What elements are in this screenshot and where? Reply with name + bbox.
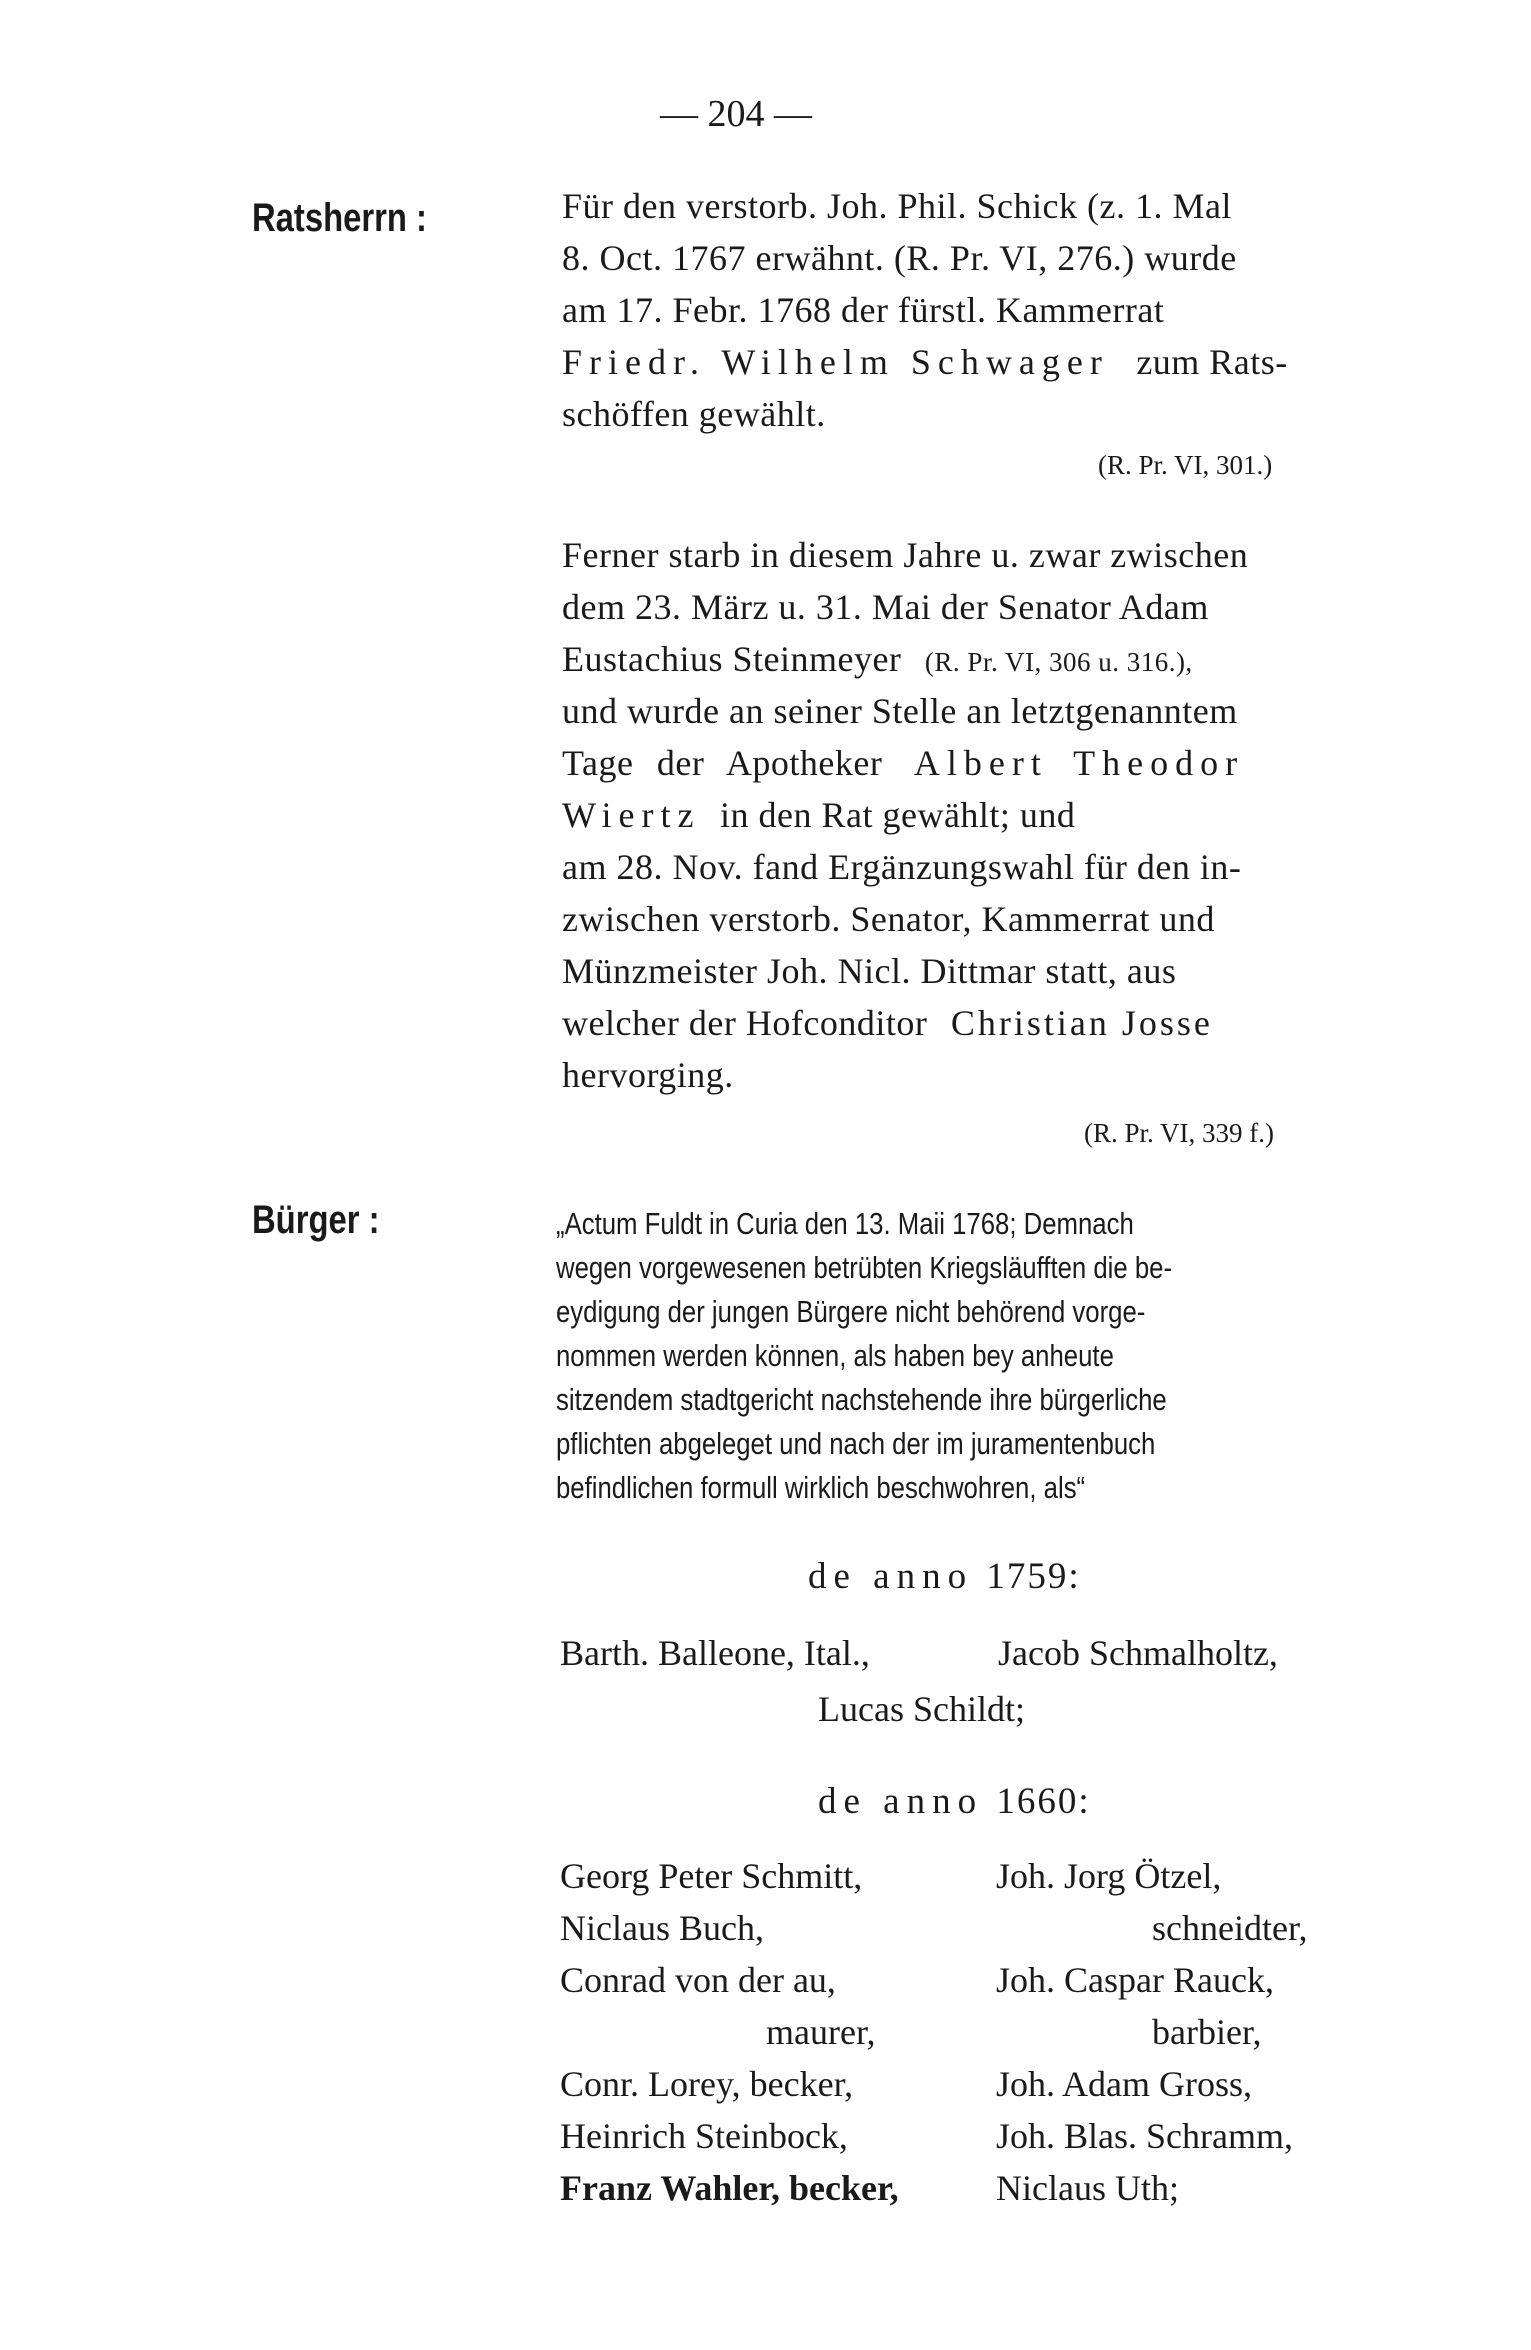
line-text: in den Rat gewählt; und xyxy=(720,795,1076,835)
ratsherrn-p1-line: am 17. Febr. 1768 der fürstl. Kammerrat xyxy=(562,290,1165,330)
spaced-name: Christian Josse xyxy=(950,1003,1213,1043)
ratsherrn-p1-line: 8. Oct. 1767 erwähnt. (R. Pr. VI, 276.) wurde xyxy=(562,238,1237,278)
name-entry: Georg Peter Schmitt, xyxy=(560,1856,863,1896)
section-heading-1660 xyxy=(818,1780,1091,1823)
name-entry: barbier, xyxy=(1152,2012,1262,2052)
ratsherrn-p2-line: hervorging. xyxy=(562,1055,734,1095)
name-entry: Franz Wahler, becker, xyxy=(560,2168,899,2208)
name-entry: Joh. Adam Gross, xyxy=(996,2064,1253,2104)
quote-line: sitzendem stadtgericht nachstehende ihre bürgerliche xyxy=(556,1382,1167,1417)
spaced-name: Albert Theodor xyxy=(913,743,1245,783)
name-entry: Niclaus Buch, xyxy=(560,1908,764,1948)
quote-line: pflichten abgeleget und nach der im juramentenbuch xyxy=(556,1426,1156,1461)
name-entry: Conrad von der au, xyxy=(560,1960,836,2000)
ratsherrn-label: Ratsherrn : xyxy=(252,196,427,240)
heading-prefix: de anno xyxy=(808,1556,974,1597)
name-entry: Joh. Caspar Rauck, xyxy=(996,1960,1274,2000)
heading-year: 1660: xyxy=(996,1781,1091,1822)
name-entry: Jacob Schmalholtz, xyxy=(998,1633,1278,1673)
name-entry: maurer, xyxy=(766,2012,876,2052)
line-text: Eustachius Steinmeyer xyxy=(562,639,902,679)
name-entry: Heinrich Steinbock, xyxy=(560,2116,848,2156)
line-text: zum Rats- xyxy=(1136,342,1288,382)
spaced-name: Friedr. Wilhelm Schwager xyxy=(562,342,1109,382)
heading-year: 1759: xyxy=(986,1556,1081,1597)
quote-line: nommen werden können, als haben bey anheute xyxy=(556,1338,1114,1373)
name-entry: Lucas Schildt; xyxy=(818,1689,1025,1729)
ratsherrn-p2-line: dem 23. März u. 31. Mai der Senator Adam xyxy=(562,587,1209,627)
ratsherrn-p2-line: zwischen verstorb. Senator, Kammerrat und xyxy=(562,899,1215,939)
ratsherrn-p2-line xyxy=(562,638,1193,680)
section-heading-1759 xyxy=(808,1555,1081,1598)
quote-line: wegen vorgewesenen betrübten Kriegsläufften die be- xyxy=(556,1250,1173,1285)
name-entry: Barth. Balleone, Ital., xyxy=(560,1633,870,1673)
ratsherrn-p2-line: Ferner starb in diesem Jahre u. zwar zwischen xyxy=(562,535,1249,575)
ratsherrn-p2-line: am 28. Nov. fand Ergänzungswahl für den in- xyxy=(562,847,1242,887)
page-number: — 204 — xyxy=(660,93,812,135)
name-entry: Conr. Lorey, becker, xyxy=(560,2064,854,2104)
ratsherrn-p2-line: Münzmeister Joh. Nicl. Dittmar statt, aus xyxy=(562,951,1177,991)
inline-citation: (R. Pr. VI, 306 u. 316.), xyxy=(924,647,1193,677)
ratsherrn-p2-line xyxy=(562,742,1244,784)
citation: (R. Pr. VI, 339 f.) xyxy=(1084,1118,1275,1148)
name-entry: Joh. Jorg Ötzel, xyxy=(996,1856,1222,1896)
quote-line: eydigung der jungen Bürgere nicht behörend vorge- xyxy=(556,1294,1146,1329)
quote-line: befindlichen formull wirklich beschwohren, als“ xyxy=(556,1470,1086,1505)
line-text: welcher der Hofconditor xyxy=(562,1003,928,1043)
ratsherrn-p1-line: schöffen gewählt. xyxy=(562,394,826,434)
ratsherrn-p1-line: Für den verstorb. Joh. Phil. Schick (z. 1. Mal xyxy=(562,186,1232,226)
ratsherrn-p1-line xyxy=(562,341,1288,383)
ratsherrn-p2-line xyxy=(562,794,1075,836)
quote-line: „Actum Fuldt in Curia den 13. Maii 1768; Demnach xyxy=(556,1206,1134,1241)
name-entry: Joh. Blas. Schramm, xyxy=(996,2116,1293,2156)
ratsherrn-p2-line xyxy=(562,1002,1213,1044)
line-text: Tage der Apotheker xyxy=(562,743,883,783)
buerger-label: Bürger : xyxy=(252,1198,380,1242)
heading-prefix: de anno xyxy=(818,1781,984,1822)
ratsherrn-p2-line: und wurde an seiner Stelle an letztgenanntem xyxy=(562,691,1238,731)
spaced-name: Wiertz xyxy=(562,795,701,835)
citation: (R. Pr. VI, 301.) xyxy=(1098,450,1273,480)
name-entry: schneidter, xyxy=(1152,1908,1308,1948)
name-entry: Niclaus Uth; xyxy=(996,2168,1179,2208)
